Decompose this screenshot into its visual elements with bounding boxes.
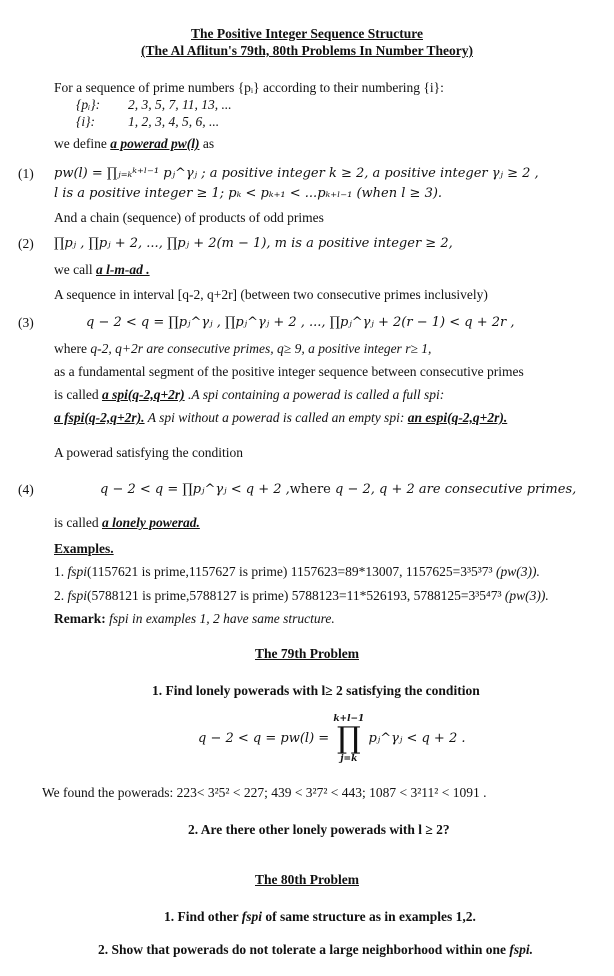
- fundamental-text: as a fundamental segment of the positive integer sequence between consecutive primes: [54, 364, 524, 379]
- intro-text: For a sequence of prime numbers {pᵢ} according to their numbering {i}:: [54, 80, 444, 95]
- spi-definition: [54, 387, 444, 403]
- where-3-prefix: where: [54, 341, 91, 356]
- equation-number-1: (1): [18, 166, 34, 181]
- example-1-pw: (pw(3)).: [495, 564, 540, 579]
- condition-left: q − 2 < q = pw(l) =: [198, 731, 330, 746]
- interval-text: A sequence in interval [q-2, q+2r] (between two consecutive primes inclusively): [54, 287, 488, 302]
- equation-number-3: (3): [18, 315, 34, 330]
- example-2: [54, 588, 549, 604]
- lmad-prefix: we call: [54, 262, 96, 277]
- product-upper-limit: k+l−1: [333, 714, 365, 724]
- index-label: {i}:: [76, 114, 96, 129]
- equation-3: q − 2 < q = ∏pⱼ^γⱼ , ∏pⱼ^γⱼ + 2 , ..., ∏pⱼ^γⱼ + 2(r − 1) < q + 2r ,: [86, 315, 515, 330]
- p80-q1-post: of same structure as in examples 1,2.: [262, 909, 476, 924]
- lmad-definition: [54, 262, 150, 278]
- remark: [54, 611, 335, 627]
- problem-80-heading: The 80th Problem: [255, 872, 359, 887]
- example-2-number: 2.: [54, 588, 65, 603]
- remark-label: Remark:: [54, 611, 106, 626]
- powerad-term: a powerad pw(l): [110, 136, 200, 151]
- example-1: [54, 564, 540, 580]
- fspi-definition: [54, 410, 507, 426]
- example-2-pw: (pw(3)).: [504, 588, 549, 603]
- fspi-term: a fspi(q-2,q+2r).: [54, 410, 145, 425]
- spi-term: a spi(q-2,q+2r): [101, 387, 185, 402]
- spi-mid: .A spi containing a powerad is called a: [184, 387, 403, 402]
- lonely-prefix: is called: [54, 515, 102, 530]
- where-3-rest: q-2, q+2r are consecutive primes, q≥ 9, a positive integer r≥ 1,: [90, 341, 432, 356]
- problem-79-question-2: 2. Are there other lonely powerads with l ≥ 2?: [188, 822, 450, 837]
- powerad-definition: [54, 136, 214, 152]
- equation-1-line-2: l is a positive integer ≥ 1; pₖ < pₖ₊₁ < ...pₖ₊ₗ₋₁ (when l ≥ 3).: [54, 186, 443, 201]
- problem-79-condition: [198, 714, 465, 766]
- problem-80-question-2: [98, 942, 533, 958]
- fspi-mid: A spi without a powerad is called: [144, 410, 332, 425]
- example-1-fspi: fspi: [67, 564, 88, 579]
- product-lower-limit: j=k: [340, 754, 358, 764]
- problem-80-question-1: [164, 909, 476, 925]
- p80-q1-fspi: fspi: [241, 909, 263, 924]
- powerad-def-suffix: as: [199, 136, 215, 151]
- equation-1-line-1: pw(l) = ∏ⱼ₌ₖᵏ⁺ˡ⁻¹ pⱼ^γⱼ ; a positive integer k ≥ 2, a positive integer γⱼ ≥ 2 ,: [54, 166, 539, 181]
- p80-q2-fspi: fspi.: [509, 942, 534, 957]
- espi-term: an espi(q-2,q+2r).: [407, 410, 508, 425]
- p80-q1-pre: 1. Find other: [164, 909, 242, 924]
- equation-4-where: where: [289, 482, 335, 497]
- example-1-number: 1.: [54, 564, 65, 579]
- empty-spi-term: an empty spi:: [331, 410, 405, 425]
- product-operator: [333, 714, 364, 764]
- equation-4: [100, 482, 576, 498]
- problem-79-heading: The 79th Problem: [255, 646, 359, 661]
- spi-prefix: is called: [54, 387, 102, 402]
- example-2-fspi: fspi: [67, 588, 88, 603]
- powerad-def-prefix: we define: [54, 136, 111, 151]
- found-powerads: We found the powerads: 223< 3²5² < 227; 439 < 3²7² < 443; 1087 < 3²11² < 1091 .: [42, 785, 487, 800]
- lonely-term: a lonely powerad.: [101, 515, 200, 530]
- examples-header: Examples.: [54, 541, 114, 556]
- example-1-body: (1157621 is prime,1157627 is prime) 1157623=89*13007, 1157625=3³5³7³: [87, 564, 496, 579]
- full-spi-term: full spi:: [402, 387, 445, 402]
- primes-label: {pᵢ}:: [76, 97, 101, 112]
- chain-text: And a chain (sequence) of products of odd primes: [54, 210, 324, 225]
- condition-right: pⱼ^γⱼ < q + 2 .: [368, 731, 466, 746]
- problem-79-question-1: 1. Find lonely powerads with l≥ 2 satisfying the condition: [152, 683, 480, 698]
- index-values: 1, 2, 3, 4, 5, 6, ...: [128, 114, 220, 129]
- title-line-2: (The Al Aflitun's 79th, 80th Problems In Number Theory): [141, 43, 473, 58]
- lonely-definition: [54, 515, 200, 531]
- lmad-term: a l-m-ad .: [95, 262, 150, 277]
- remark-text: fspi in examples 1, 2 have same structure.: [105, 611, 335, 626]
- p80-q2-pre: 2. Show that powerads do not tolerate a large neighborhood within one: [98, 942, 510, 957]
- title-line-1: The Positive Integer Sequence Structure: [191, 26, 423, 41]
- equation-number-2: (2): [18, 236, 34, 251]
- equation-4-right: q − 2, q + 2 are consecutive primes,: [335, 482, 577, 497]
- satisfying-text: A powerad satisfying the condition: [54, 445, 243, 460]
- equation-number-4: (4): [18, 482, 34, 497]
- where-3-text: [54, 341, 431, 357]
- equation-4-left: q − 2 < q = ∏pⱼ^γⱼ < q + 2 ,: [100, 482, 290, 497]
- primes-values: 2, 3, 5, 7, 11, 13, ...: [128, 97, 232, 112]
- product-symbol-icon: ∏: [336, 721, 361, 756]
- equation-2: ∏pⱼ , ∏pⱼ + 2, ..., ∏pⱼ + 2(m − 1), m is a positive integer ≥ 2,: [54, 236, 453, 251]
- example-2-body: (5788121 is prime,5788127 is prime) 5788123=11*526193, 5788125=3³5⁴7³: [87, 588, 505, 603]
